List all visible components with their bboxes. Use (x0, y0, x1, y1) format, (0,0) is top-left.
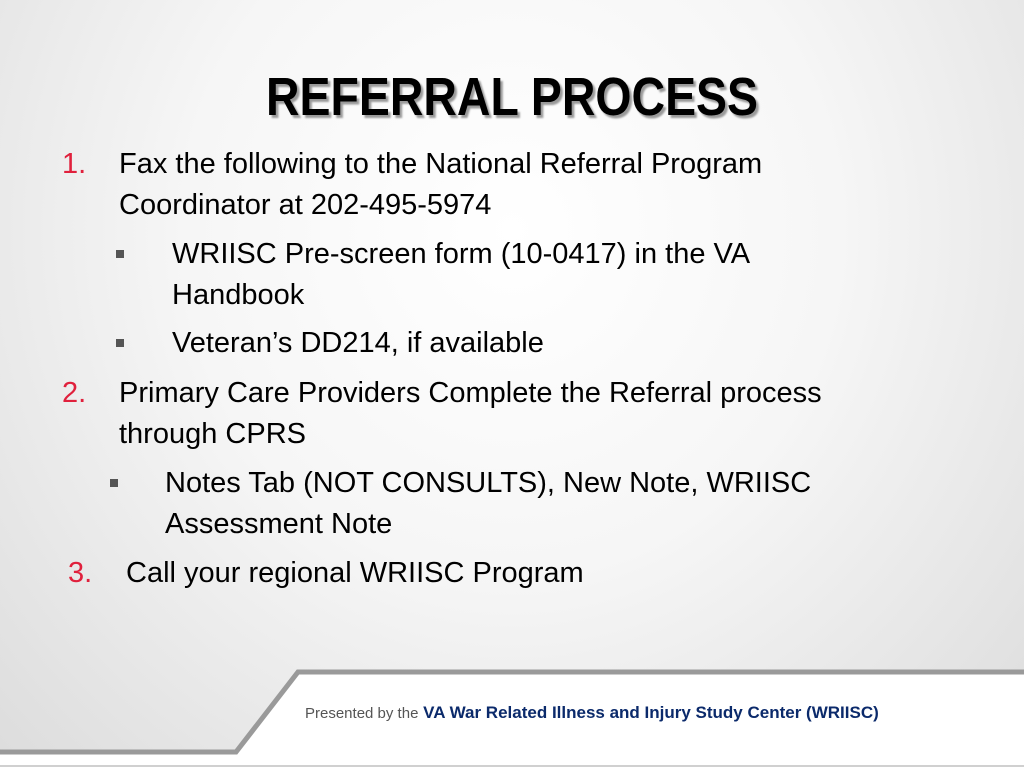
step-1-line-2: Coordinator at 202-495-5974 (119, 189, 492, 221)
step-1-number: 1. (62, 148, 87, 180)
bullet-square-icon (110, 479, 118, 487)
step-2-bullet-1-line-1: Notes Tab (NOT CONSULTS), New Note, WRIISC (165, 467, 812, 499)
step-2-line-1: Primary Care Providers Complete the Referral process (119, 377, 822, 409)
step-2-number: 2. (62, 377, 87, 409)
step-1-line-1: Fax the following to the National Referral Program (119, 148, 763, 180)
step-2-bullet-1-line-2: Assessment Note (165, 508, 393, 540)
step-3-text (126, 553, 584, 594)
step-3-number: 3. (68, 557, 93, 589)
step-2-line-2: through CPRS (119, 418, 306, 450)
step-3-line-1: Call your regional WRIISC Program (126, 557, 584, 589)
bullet-square-icon (116, 250, 124, 258)
step-1-bullet-1-line-2: Handbook (172, 279, 305, 311)
footer-organization: VA War Related Illness and Injury Study Center (WRIISC) (423, 703, 879, 722)
step-2-text (119, 373, 822, 455)
step-2-bullet-1 (165, 463, 811, 545)
slide-title: REFERRAL PROCESS (265, 67, 759, 127)
step-1-text (119, 144, 762, 226)
footer-prefix: Presented by the (305, 705, 419, 722)
step-1-bullet-1 (172, 234, 750, 316)
step-1-bullet-2-line-1: Veteran’s DD214, if available (172, 327, 544, 359)
step-1-bullet-2 (172, 323, 544, 364)
bullet-square-icon (116, 339, 124, 347)
step-1-bullet-1-line-1: WRIISC Pre-screen form (10-0417) in the VA (172, 238, 751, 270)
footer-credit (305, 703, 879, 723)
